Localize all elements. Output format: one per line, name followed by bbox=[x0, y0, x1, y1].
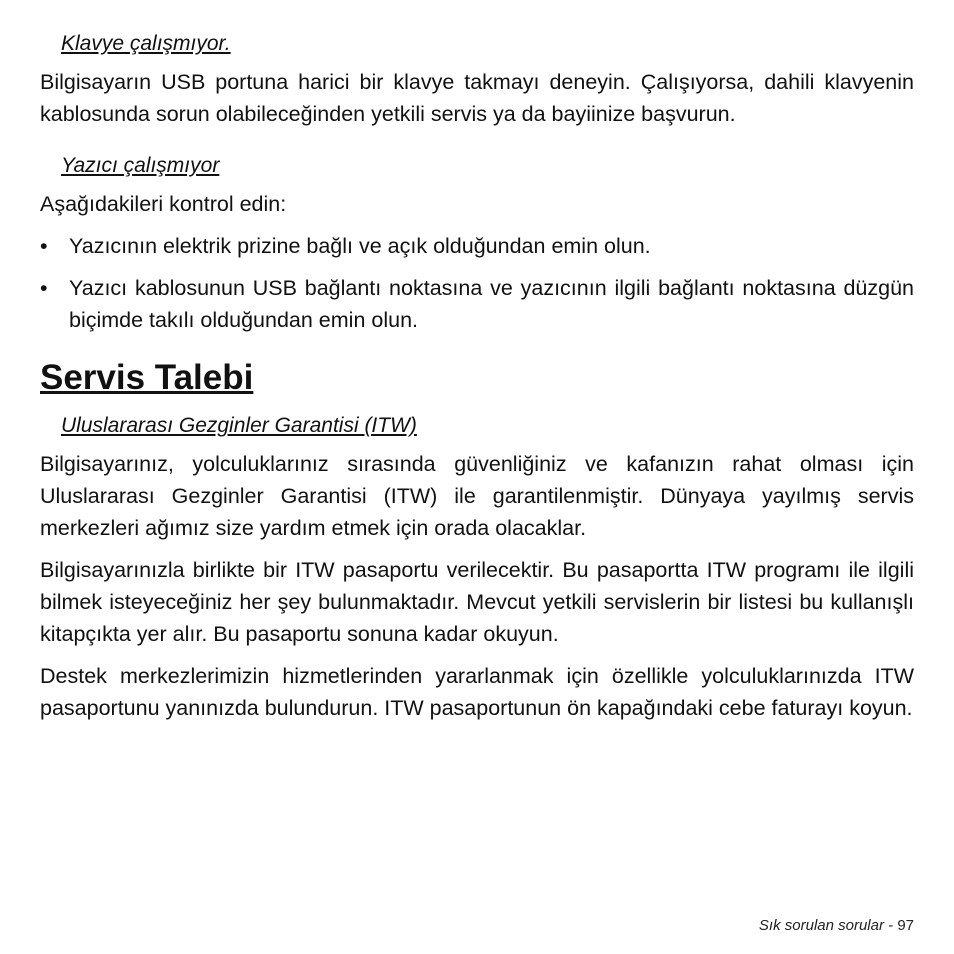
printer-checklist bbox=[40, 230, 914, 336]
list-item-text: Yazıcının elektrik prizine bağlı ve açık olduğundan emin olun. bbox=[69, 234, 651, 258]
printer-intro: Aşağıdakileri kontrol edin: bbox=[40, 192, 287, 216]
list-item bbox=[40, 230, 914, 262]
footer-section-label: Sık sorulan sorular - bbox=[758, 917, 894, 934]
list-item bbox=[40, 272, 914, 336]
page-footer bbox=[759, 917, 914, 934]
itw-paragraph-2: Bilgisayarınızla birlikte bir ITW pasaportu verilecektir. Bu pasaportta ITW programı ile ilgili bilmek isteyeceğiniz her şey bulunmaktadır. Mevcut yetkili servislerin bir listesi bu kullanışlı kitapçıkta yer alır. Bu pasaportu sonuna kadar okuyun. bbox=[40, 558, 914, 646]
keyboard-heading: Klavye çalışmıyor. bbox=[61, 32, 231, 55]
printer-heading: Yazıcı çalışmıyor bbox=[61, 154, 220, 177]
bullet-icon: • bbox=[40, 234, 48, 258]
bullet-icon: • bbox=[40, 276, 48, 300]
list-item-text: Yazıcı kablosunun USB bağlantı noktasına ve yazıcının ilgili bağlantı noktasına düzgün biçimde takılı olduğundan emin olun. bbox=[69, 276, 914, 332]
itw-paragraph-3: Destek merkezlerimizin hizmetlerinden yararlanmak için özellikle yolculuklarınızda ITW pasaportunu yanınızda bulundurun. ITW pasaportunun ön kapağındaki cebe faturayı koyun. bbox=[40, 664, 914, 720]
document-page bbox=[40, 30, 914, 724]
section-title: Servis Talebi bbox=[40, 358, 254, 397]
keyboard-paragraph: Bilgisayarın USB portuna harici bir klavye takmayı deneyin. Çalışıyorsa, dahili klavyenin kablosunda sorun olabileceğinden yetkili servis ya da bayiinize başvurun. bbox=[40, 70, 914, 126]
itw-paragraph-1: Bilgisayarınız, yolculuklarınız sırasında güvenliğiniz ve kafanızın rahat olması için Uluslararası Gezginler Garantisi (ITW) ile garantilenmiştir. Dünyaya yayılmış servis merkezleri ağımız size yardım etmek için orada olacaklar. bbox=[40, 452, 914, 540]
itw-heading: Uluslararası Gezginler Garantisi (ITW) bbox=[61, 414, 417, 437]
page-number: 97 bbox=[897, 917, 914, 934]
